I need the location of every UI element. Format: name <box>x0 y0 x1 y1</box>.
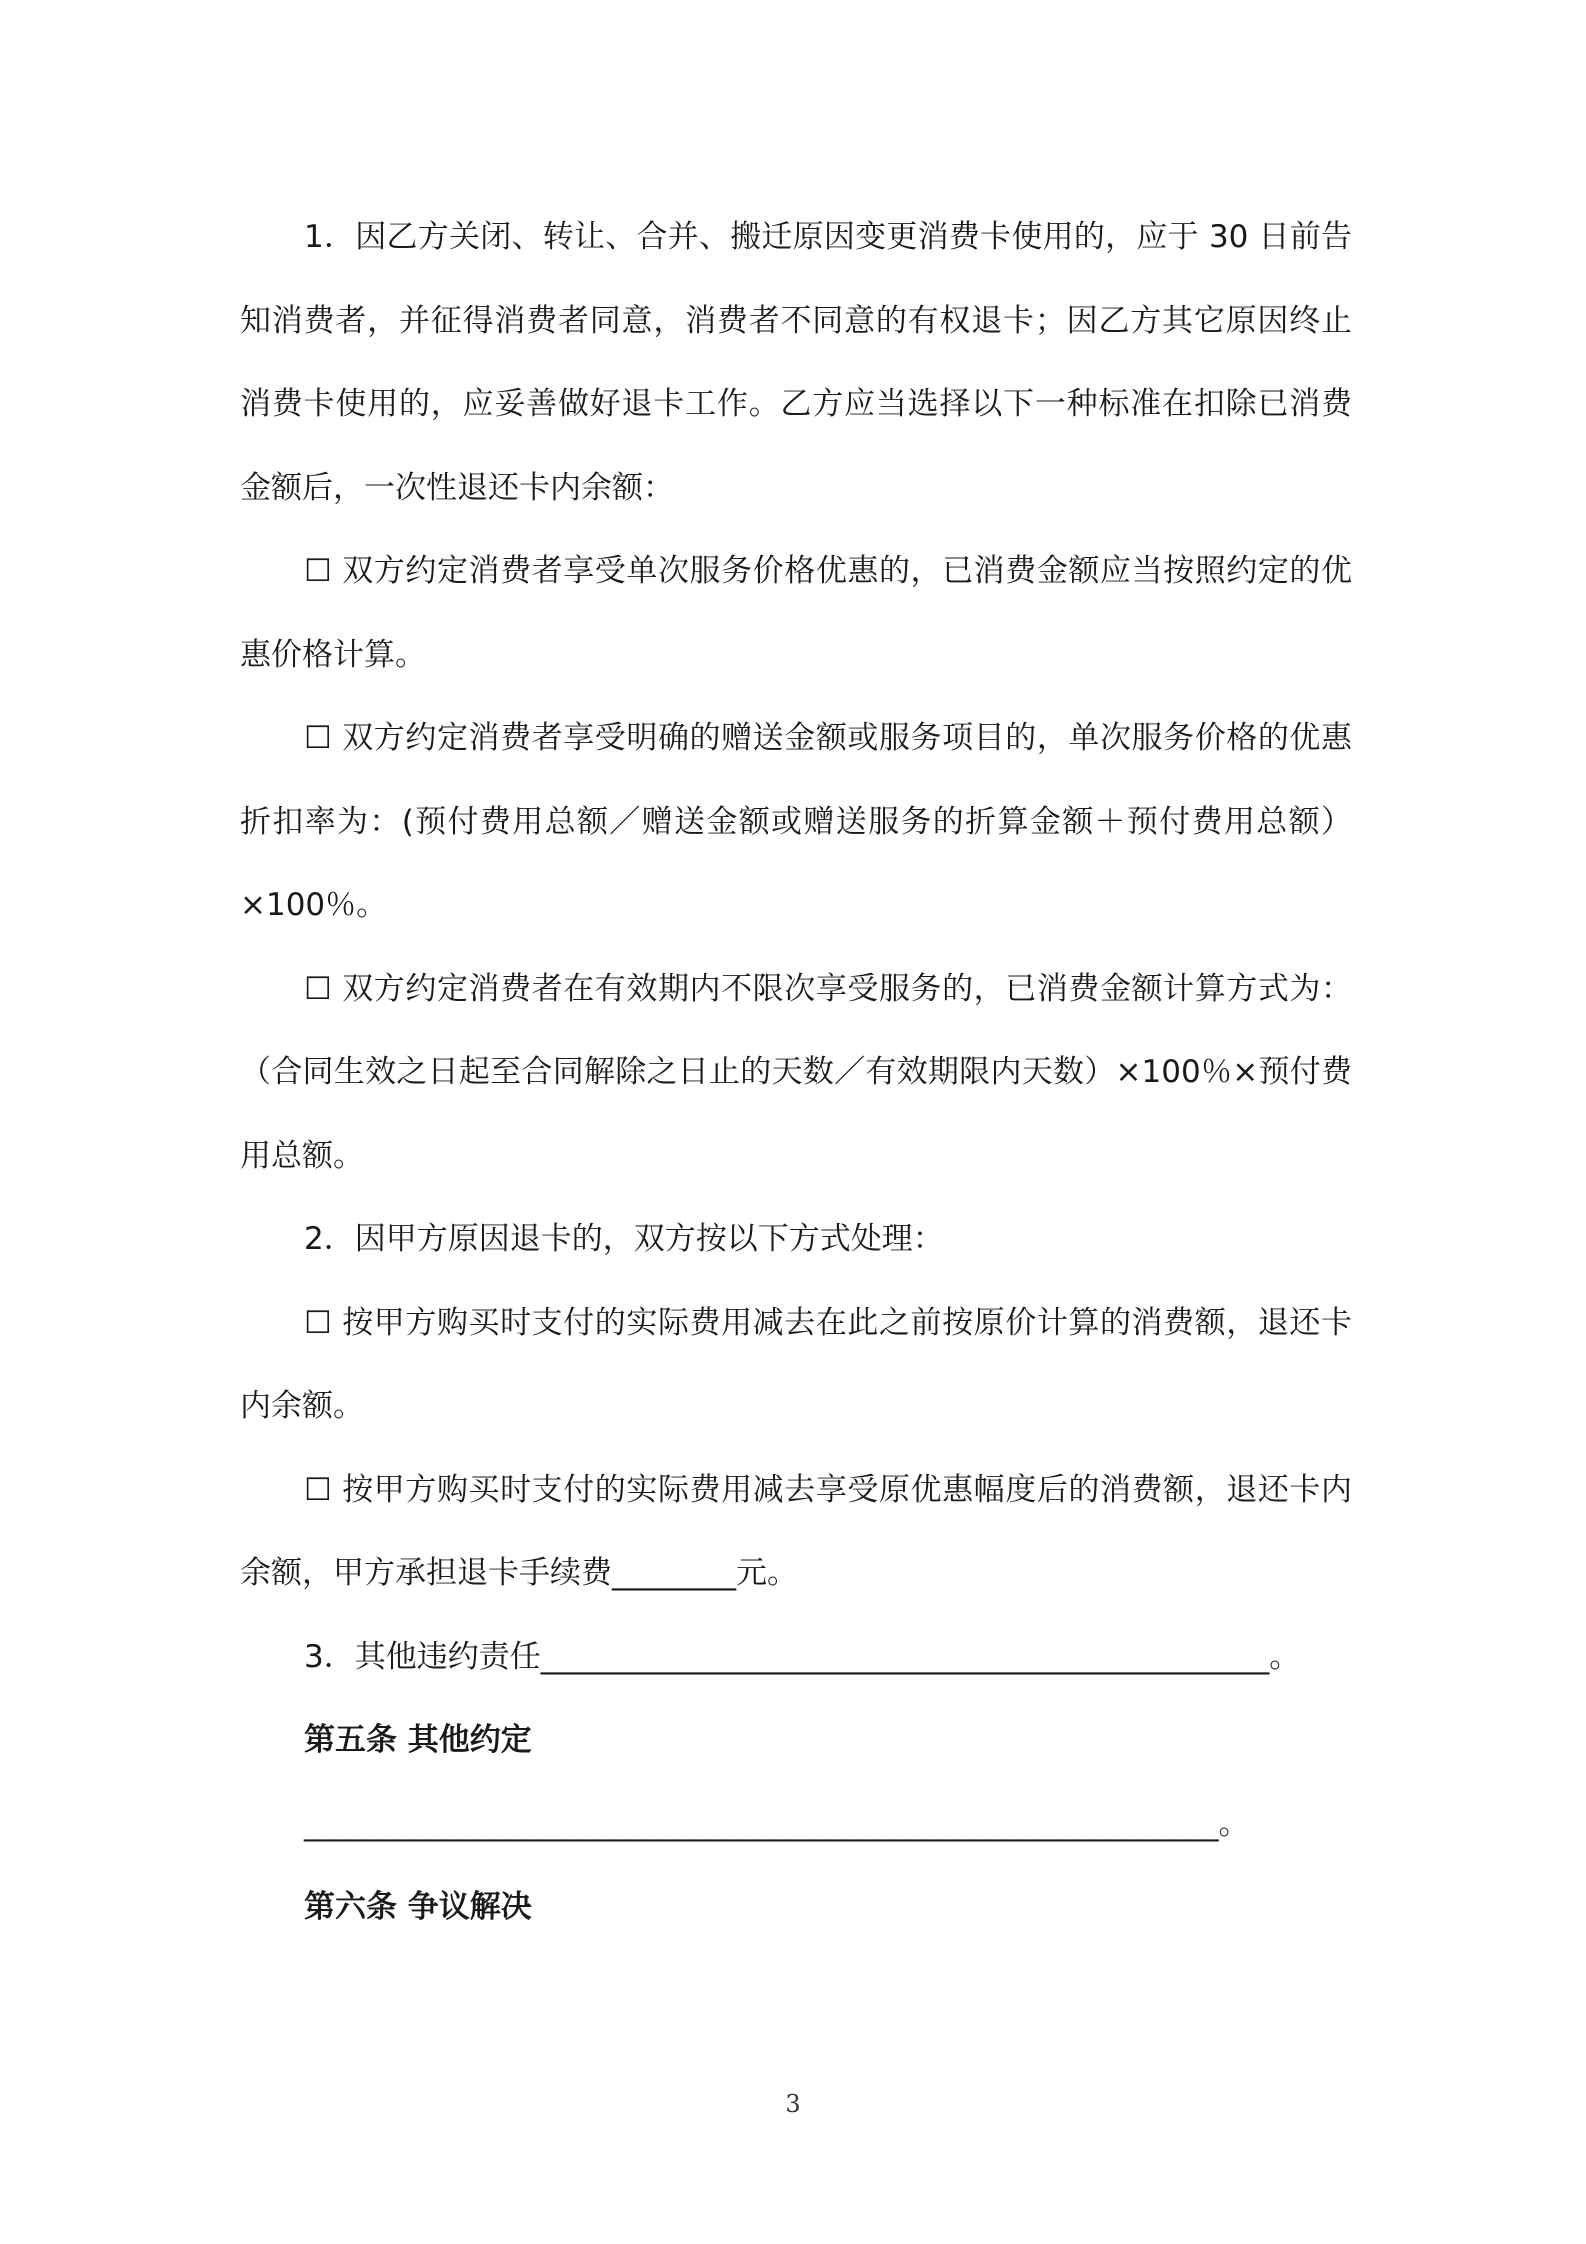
refund-clause-2: 2．因甲方原因退卡的，双方按以下方式处理： <box>304 1221 944 1257</box>
page-number: 3 <box>785 2090 801 2118</box>
article-6-heading: 第六条 争议解决 <box>304 1889 532 1925</box>
refund-option-discount-price: ☐ 双方约定消费者享受单次服务价格优惠的，已消费金额应当按照约定的优惠价格计算。 <box>240 553 1352 673</box>
article-5-heading: 第五条 其他约定 <box>304 1722 532 1758</box>
refund-option-unlimited-use: ☐ 双方约定消费者在有效期内不限次享受服务的，已消费金额计算方式为：（合同生效之日起至合同解除之日止的天数／有效期限内天数）×100％×预付费用总额。 <box>240 970 1352 1174</box>
refund-option-discounted-consumption: ☐ 按甲方购买时支付的实际费用减去享受原优惠幅度后的消费额，退还卡内余额，甲方承担退卡手续费________元。 <box>240 1471 1352 1591</box>
clause-3-other-liability: 3．其他违约责任_______________________________________________。 <box>304 1638 1301 1675</box>
refund-option-gift-amount: ☐ 双方约定消费者享受明确的赠送金额或服务项目的，单次服务价格的优惠折扣率为：(预付费用总额／赠送金额或赠送服务的折算金额＋预付费用总额）×100％。 <box>240 720 1352 923</box>
refund-clause-1: 1．因乙方关闭、转让、合并、搬迁原因变更消费卡使用的，应于 30 日前告知消费者，并征得消费者同意，消费者不同意的有权退卡；因乙方其它原因终止消费卡使用的，应妥善做好退卡工作。乙方应当选择以下一种标准在扣除已消费金额后，一次性退还卡内余额： <box>240 219 1352 506</box>
document-body <box>240 196 1352 1950</box>
article-5-blank: ___________________________________________________________。 <box>304 1805 1250 1842</box>
refund-option-original-price: ☐ 按甲方购买时支付的实际费用减去在此之前按原价计算的消费额，退还卡内余额。 <box>240 1304 1352 1424</box>
